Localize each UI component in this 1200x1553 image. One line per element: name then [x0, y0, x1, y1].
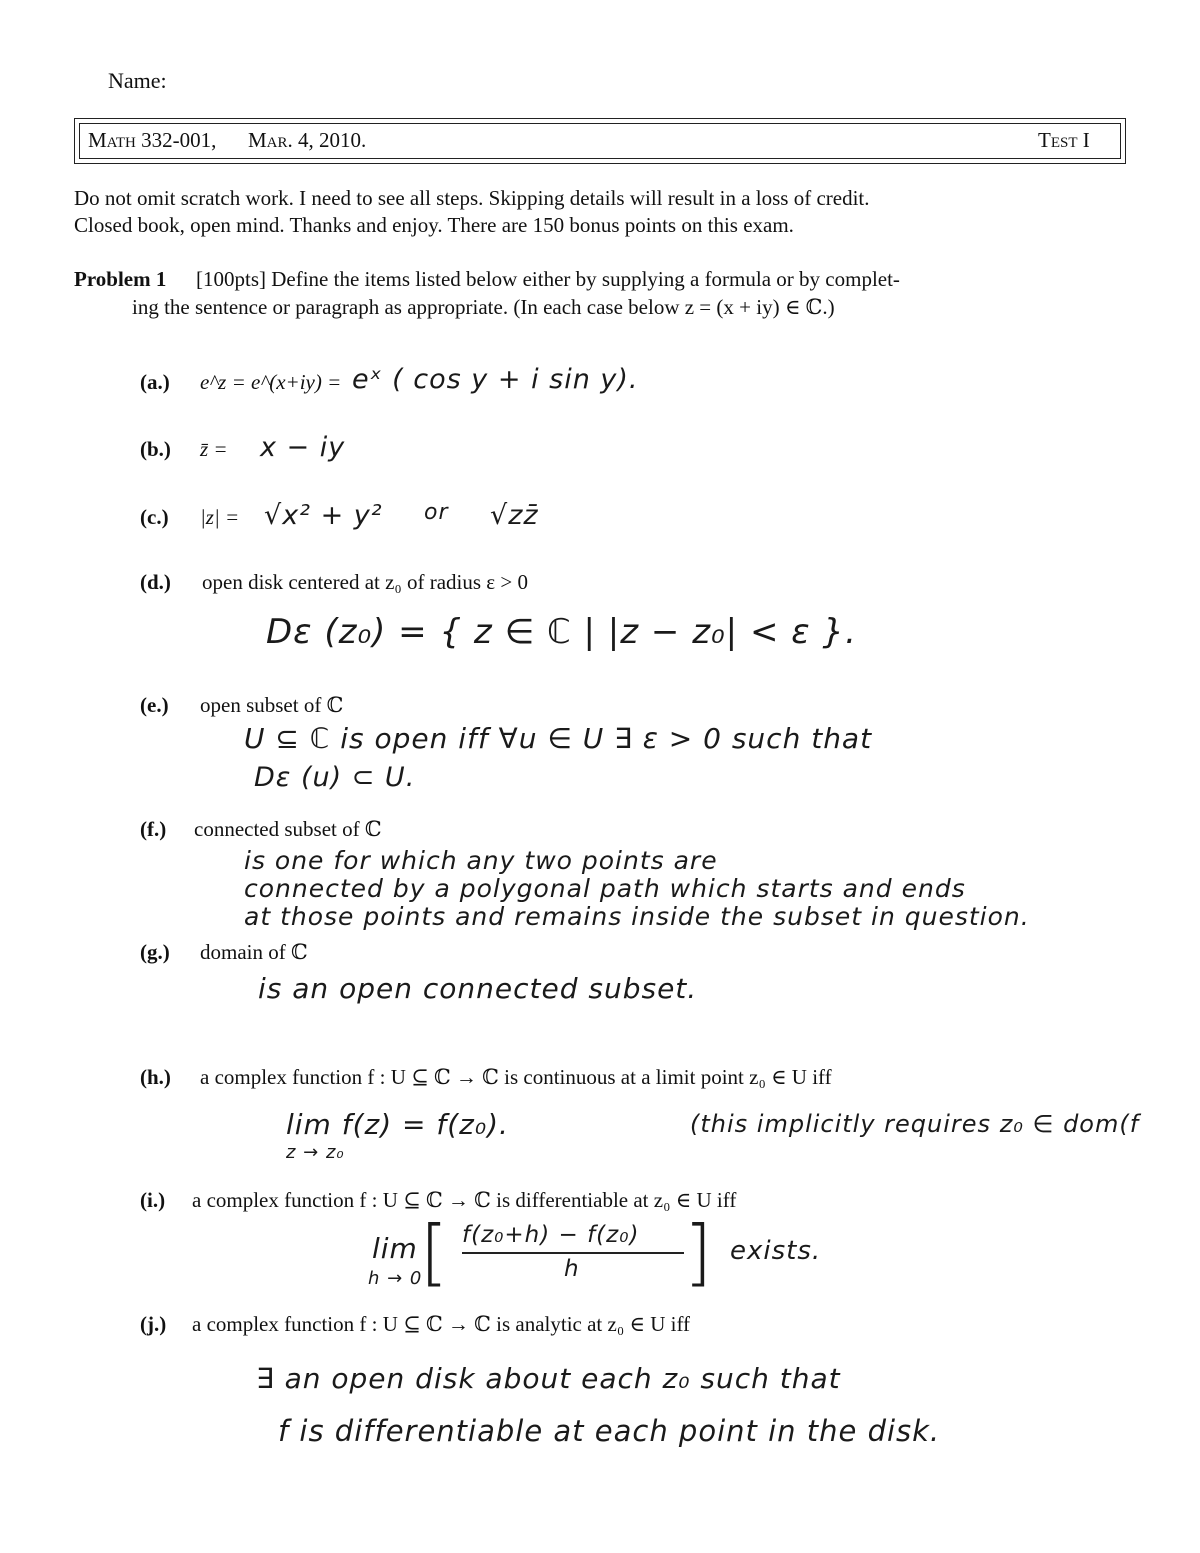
- item-j-answer-2: f is differentiable at each point in the disk.: [278, 1414, 941, 1448]
- item-i-lim: lim: [372, 1232, 418, 1265]
- item-j-label: (j.): [140, 1312, 167, 1336]
- item-b-answer: x − iy: [260, 432, 346, 463]
- item-f-answer-1: is one for which any two points are: [244, 846, 718, 875]
- item-b-prompt: z̄ =: [200, 437, 228, 461]
- problem-line-1: [100pts] Define the items listed below either by supplying a formula or by complet-: [196, 267, 900, 291]
- item-i-answer: exists.: [730, 1236, 822, 1266]
- item-d-answer: Dε (z₀) = { z ∈ ℂ | |z − z₀| < ε }.: [266, 612, 857, 652]
- item-e-answer-2: Dε (u) ⊂ U.: [254, 762, 416, 793]
- course-title: Math 332-001,: [88, 128, 217, 152]
- item-c-prompt: |z| =: [200, 505, 240, 529]
- item-i-numerator: f(z₀+h) − f(z₀): [462, 1222, 640, 1248]
- item-b-label: (b.): [140, 437, 171, 461]
- item-d-label: (d.): [140, 570, 171, 594]
- item-j-prompt: a complex function f : U ⊆ ℂ → ℂ is analytic at z₀ ∈ U iff: [192, 1312, 691, 1336]
- problem-line-2: ing the sentence or paragraph as appropriate. (In each case below z = (x + iy) ∈ ℂ.): [132, 295, 835, 319]
- item-a-prompt: e^z = e^(x+iy) =: [200, 370, 342, 394]
- item-g-prompt: domain of ℂ: [200, 940, 308, 964]
- item-i-denominator: h: [564, 1256, 580, 1282]
- item-f-prompt: connected subset of ℂ: [194, 817, 382, 841]
- item-c-label: (c.): [140, 505, 169, 529]
- test-label: Test I: [1038, 128, 1090, 152]
- item-i-prompt: a complex function f : U ⊆ ℂ → ℂ is differentiable at z₀ ∈ U iff: [192, 1188, 737, 1212]
- item-g-label: (g.): [140, 940, 170, 964]
- item-c-answer-2: √zz̄: [490, 500, 539, 531]
- item-f-answer-3: at those points and remains inside the subset in question.: [244, 902, 1030, 931]
- item-a-label: (a.): [140, 370, 170, 394]
- title-box: [74, 118, 1126, 164]
- exam-date: Mar. 4, 2010.: [248, 128, 367, 152]
- item-a-answer: eˣ ( cos y + i sin y).: [352, 364, 639, 395]
- item-g-answer: is an open connected subset.: [258, 972, 698, 1005]
- item-e-label: (e.): [140, 693, 169, 717]
- item-i-limit-sub: h → 0: [368, 1268, 423, 1289]
- title-box-inner: [79, 123, 1121, 159]
- item-d-prompt: open disk centered at z₀ of radius ε > 0: [202, 570, 528, 594]
- item-f-answer-2: connected by a polygonal path which starts and ends: [244, 874, 966, 903]
- item-e-answer-1: U ⊆ ℂ is open iff ∀u ∈ U ∃ ε > 0 such that: [244, 722, 873, 755]
- left-bracket: [: [420, 1210, 450, 1294]
- item-h-note: (this implicitly requires z₀ ∈ dom(f: [690, 1110, 1140, 1138]
- fraction-bar: [462, 1252, 684, 1254]
- intro-line-2: Closed book, open mind. Thanks and enjoy. There are 150 bonus points on this exam.: [74, 213, 794, 237]
- item-f-label: (f.): [140, 817, 167, 841]
- name-label: Name:: [108, 68, 167, 93]
- intro-line-1: Do not omit scratch work. I need to see all steps. Skipping details will result in a loss of credit.: [74, 186, 870, 210]
- right-bracket: ]: [684, 1210, 714, 1294]
- item-i-label: (i.): [140, 1188, 166, 1212]
- problem-label: Problem 1: [74, 267, 167, 291]
- item-j-answer-1: ∃ an open disk about each z₀ such that: [256, 1362, 841, 1395]
- item-h-label: (h.): [140, 1065, 171, 1089]
- item-h-prompt: a complex function f : U ⊆ ℂ → ℂ is continuous at a limit point z₀ ∈ U iff: [200, 1065, 832, 1089]
- item-c-answer: √x² + y²: [264, 500, 383, 531]
- item-h-answer: lim f(z) = f(z₀).: [286, 1108, 509, 1141]
- item-c-or: or: [424, 500, 449, 525]
- item-h-limit-sub: z → z₀: [286, 1142, 345, 1163]
- item-e-prompt: open subset of ℂ: [200, 693, 344, 717]
